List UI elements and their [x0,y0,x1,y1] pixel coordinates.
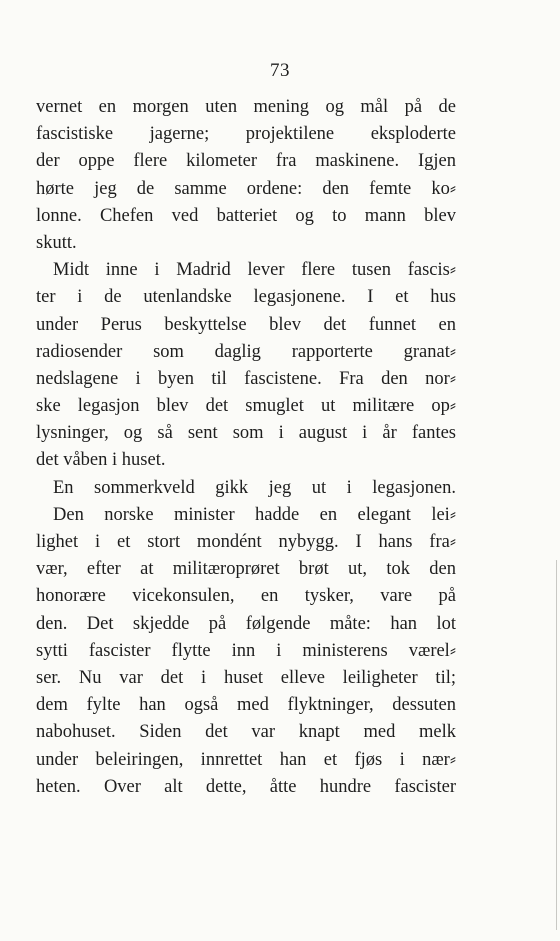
text-line: skutt. [36,232,77,253]
text-line: under beleiringen, innrettet han et fjøs i nær⸗ [36,749,456,770]
text-line: lysninger, og så sent som i august i år fantes [36,423,456,444]
page-edge-line [556,560,557,930]
text-line: fascistiske jagerne; projektilene eksploderte [36,124,456,145]
text-line: ser. Nu var det i huset elleve leiligheter til; [36,667,456,688]
text-line: Midt inne i Madrid lever flere tusen fascis⸗ [53,260,456,281]
text-line: nedslagene i byen til fascistene. Fra den nor⸗ [36,368,456,389]
text-line: En sommerkveld gikk jeg ut i legasjonen. [53,477,456,498]
text-line: heten. Over alt dette, åtte hundre fascister [36,776,456,797]
text-line: ske legasjon blev det smuglet ut militære op⸗ [36,396,456,417]
text-line: Den norske minister hadde en elegant lei⸗ [53,504,456,525]
text-line: lonne. Chefen ved batteriet og to mann blev [36,205,456,226]
text-line: den. Det skjedde på følgende måte: han lot [36,613,456,634]
body-text [36,94,456,801]
text-line: ter i de utenlandske legasjonene. I et hus [36,287,456,308]
text-line: nabohuset. Siden det var knapt med melk [36,722,456,743]
text-line: under Perus beskyttelse blev det funnet en [36,314,456,335]
text-line: vær, efter at militæroprøret brøt ut, tok den [36,559,456,580]
text-line: sytti fascister flytte inn i ministerens værel⸗ [36,640,456,661]
text-line: der oppe flere kilometer fra maskinene. Igjen [36,151,456,172]
text-line: vernet en morgen uten mening og mål på de [36,97,456,117]
text-line: dem fylte han også med flyktninger, dessuten [36,695,456,716]
text-line: radiosender som daglig rapporterte granat⸗ [36,341,456,362]
text-line: det våben i huset. [36,450,166,471]
text-line: lighet i et stort mondént nybygg. I hans fra⸗ [36,532,456,552]
text-line: hørte jeg de samme ordene: den femte ko⸗ [36,178,456,199]
page-number: 73 [270,60,290,81]
text-line: honorære vicekonsulen, en tysker, vare på [36,586,456,607]
